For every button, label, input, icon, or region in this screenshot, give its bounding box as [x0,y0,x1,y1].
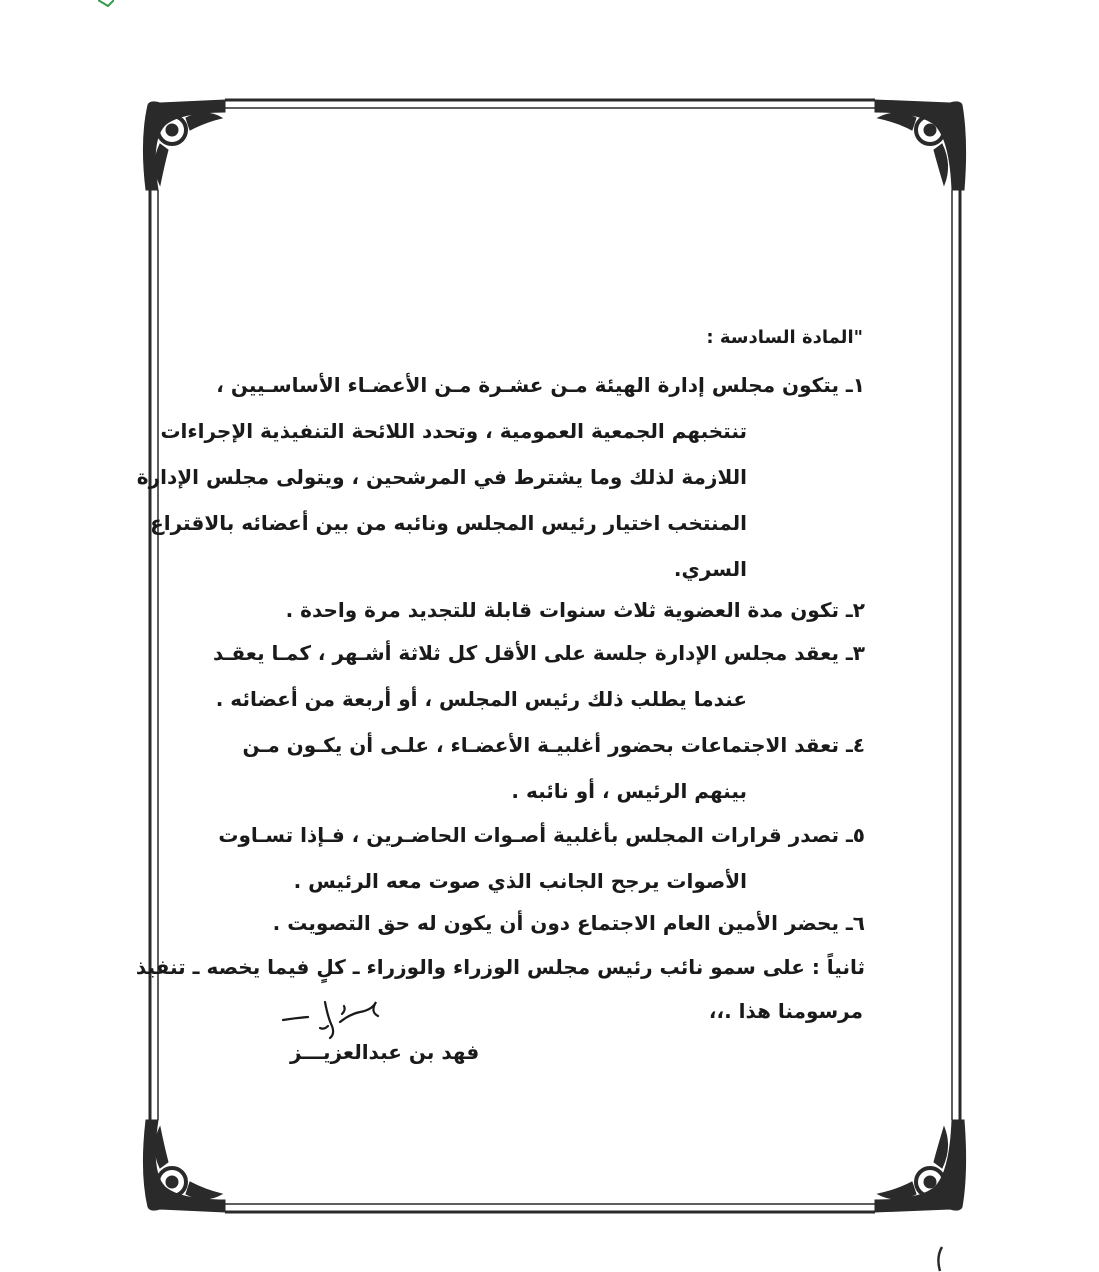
article-item-4-line-1: ٤ـ تعقد الاجتماعات بحضور أغلبيـة الأعضـاء ، علـى أن يكـون مـن [242,733,865,757]
article-item-2-line-1: ٢ـ تكون مدة العضوية ثلاث سنوات قابلة للتجديد مرة واحدة . [285,598,865,622]
article-item-4-line-2: بينهم الرئيس ، أو نائبه . [511,779,747,803]
article-item-6-line-1: ٦ـ يحضر الأمين العام الاجتماع دون أن يكون له حق التصويت . [272,911,865,935]
corner-ornament-top-right [875,100,966,190]
article-item-1-line-4: المنتخب اختيار رئيس المجلس ونائبه من بين أعضائه بالاقتراع [150,511,747,535]
page-edge-mark [930,1245,950,1272]
article-item-5-line-1: ٥ـ تصدر قرارات المجلس بأغلبية أصـوات الحاضـرين ، فـإذا تسـاوت [218,823,865,847]
decree-body [135,320,865,1120]
article-item-1-line-3: اللازمة لذلك وما يشترط في المرشحين ، ويتولى مجلس الإدارة [136,465,747,489]
closing-paragraph-line-1: ثانياً : على سمو نائب رئيس مجلس الوزراء والوزراء ـ كلٍ فيما يخصه ـ تنفيذ [135,955,865,979]
article-item-3-line-1: ٣ـ يعقد مجلس الإدارة جلسة على الأقل كل ثلاثة أشـهر ، كمـا يعقـد [213,641,865,665]
article-item-3-line-2: عندما يطلب ذلك رئيس المجلس ، أو أربعة من أعضائه . [215,687,747,711]
green-corner-mark [98,0,114,8]
closing-paragraph-line-2: مرسومنا هذا .،، [708,999,863,1023]
article-item-5-line-2: الأصوات يرجح الجانب الذي صوت معه الرئيس . [293,869,747,893]
article-item-1-line-5: السري. [673,557,747,581]
signatory-name: فهد بن عبدالعزيـــز [290,1040,480,1064]
article-heading: "المادة السادسة : [706,327,863,348]
corner-ornament-bottom-left [143,1120,225,1212]
article-item-1-line-1: ١ـ يتكون مجلس إدارة الهيئة مـن عشـرة مـن الأعضـاء الأساسـيين ، [216,373,865,397]
corner-ornament-bottom-right [875,1120,966,1212]
article-item-1-line-2: تنتخبهم الجمعية العمومية ، وتحدد اللائحة التنفيذية الإجراءات [160,419,747,443]
corner-ornament-top-left [143,100,225,190]
